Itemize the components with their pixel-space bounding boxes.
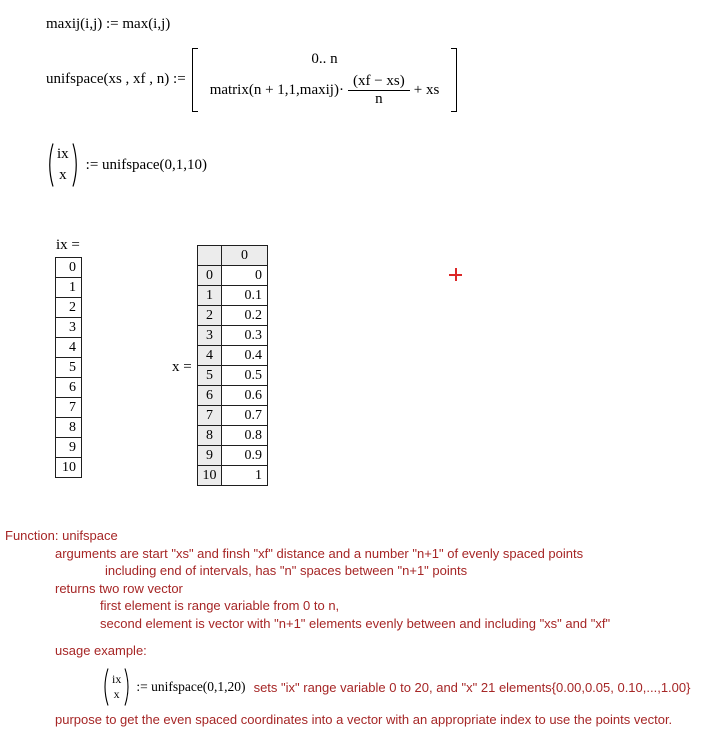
- note-function-title: Function: unifspace: [5, 528, 118, 543]
- x-index-cell: 5: [198, 366, 222, 386]
- ix-table-row: [56, 458, 82, 478]
- usage-vector-element-ix: ix: [112, 672, 122, 686]
- x-table-row: [198, 406, 268, 426]
- fraction: [348, 73, 410, 109]
- matrix-body: [204, 48, 446, 112]
- unifspace-lhs: unifspace(xs , xf , n) :=: [46, 71, 186, 88]
- note-first-element: first element is range variable from 0 to n,: [100, 598, 340, 613]
- ix-table-row: [56, 298, 82, 318]
- x-index-cell: 4: [198, 346, 222, 366]
- x-index-cell: 9: [198, 446, 222, 466]
- x-table-row: [198, 346, 268, 366]
- x-table-row: [198, 326, 268, 346]
- ix-value-cell: 8: [56, 418, 82, 438]
- fraction-denominator: n: [375, 91, 383, 108]
- ix-result-label: ix =: [56, 237, 80, 253]
- x-value-cell: 0.6: [222, 386, 268, 406]
- ix-table-row: [56, 438, 82, 458]
- ix-value-cell: 9: [56, 438, 82, 458]
- note-returns: returns two row vector: [55, 581, 183, 596]
- usage-vector: [101, 667, 132, 707]
- crosshair-cursor-icon: [449, 268, 462, 281]
- x-value-cell: 0.5: [222, 366, 268, 386]
- x-table-row: [198, 366, 268, 386]
- ix-value-cell: 6: [56, 378, 82, 398]
- ix-table-row: [56, 378, 82, 398]
- usage-description: sets "ix" range variable 0 to 20, and "x" 21 elements{0.00,0.05, 0.10,...,1.00}: [253, 679, 691, 695]
- x-index-cell: 8: [198, 426, 222, 446]
- note-purpose: purpose to get the even spaced coordinates into a vector with an appropriate index to use the points vector.: [55, 712, 673, 727]
- math-region-usage-example[interactable]: [101, 667, 690, 707]
- x-value-cell: 0.1: [222, 286, 268, 306]
- x-index-cell: 3: [198, 326, 222, 346]
- x-result-label: x =: [172, 359, 192, 375]
- x-table-row: [198, 446, 268, 466]
- vector-element-ix: ix: [57, 146, 69, 162]
- x-value-cell: 0.3: [222, 326, 268, 346]
- x-value-cell: 0.7: [222, 406, 268, 426]
- vector-element-x: x: [59, 167, 67, 183]
- left-paren-icon: [45, 142, 54, 188]
- x-table-header-row: [198, 246, 268, 266]
- x-value-cell: 0.2: [222, 306, 268, 326]
- x-index-cell: 1: [198, 286, 222, 306]
- matrix-expression-row: [210, 73, 440, 109]
- usage-math-rhs: := unifspace(0,1,20): [136, 679, 246, 694]
- ix-result-table[interactable]: [55, 257, 82, 478]
- x-index-cell: 6: [198, 386, 222, 406]
- ix-value-cell: 5: [56, 358, 82, 378]
- result-vector: [45, 142, 81, 188]
- x-index-cell: 7: [198, 406, 222, 426]
- x-index-cell: 0: [198, 266, 222, 286]
- plus-xs-term: + xs: [413, 82, 440, 99]
- ix-value-cell: 3: [56, 318, 82, 338]
- matrix-right-bracket-icon: [451, 48, 457, 112]
- x-value-cell: 0.9: [222, 446, 268, 466]
- x-value-cell: 0.4: [222, 346, 268, 366]
- ix-value-cell: 0: [56, 258, 82, 278]
- x-result-table[interactable]: [197, 245, 268, 486]
- right-paren-icon: [72, 142, 81, 188]
- math-region-maxij-definition[interactable]: [46, 16, 170, 33]
- left-paren-icon: [101, 667, 109, 707]
- ix-value-cell: 10: [56, 458, 82, 478]
- ix-table-row: [56, 418, 82, 438]
- ix-table-row: [56, 358, 82, 378]
- ix-table-row: [56, 278, 82, 298]
- ix-value-cell: 7: [56, 398, 82, 418]
- ix-table-row: [56, 318, 82, 338]
- x-index-cell: 10: [198, 466, 222, 486]
- x-index-cell: 2: [198, 306, 222, 326]
- right-paren-icon: [124, 667, 132, 707]
- ix-table-row: [56, 338, 82, 358]
- x-table-row: [198, 286, 268, 306]
- ix-value-cell: 2: [56, 298, 82, 318]
- matrix-left-bracket-icon: [192, 48, 198, 112]
- math-region-vector-assignment[interactable]: [45, 142, 207, 188]
- x-table-column-header: 0: [222, 246, 268, 266]
- x-table-row: [198, 386, 268, 406]
- ix-table-row: [56, 398, 82, 418]
- x-table-corner-cell: [198, 246, 222, 266]
- note-arguments: arguments are start "xs" and finsh "xf" distance and a number "n+1" of evenly spaced points: [55, 546, 584, 561]
- ix-table-row: [56, 258, 82, 278]
- note-usage-example-title: usage example:: [55, 643, 147, 658]
- x-table-row: [198, 266, 268, 286]
- note-including: including end of intervals, has "n" spaces between "n+1" points: [105, 563, 468, 578]
- vector-assignment-rhs: := unifspace(0,1,10): [85, 156, 208, 173]
- maxij-definition-expression: maxij(i,j) := max(i,j): [46, 16, 171, 32]
- fraction-numerator: (xf − xs): [348, 73, 410, 91]
- x-value-cell: 0.8: [222, 426, 268, 446]
- range-row: 0.. n: [311, 51, 338, 67]
- ix-value-cell: 1: [56, 278, 82, 298]
- x-value-cell: 0: [222, 266, 268, 286]
- note-second-element: second element is vector with "n+1" elements evenly between and including "xs" and "xf": [100, 616, 611, 631]
- usage-vector-element-x: x: [113, 687, 120, 701]
- x-table-row: [198, 426, 268, 446]
- math-region-unifspace-definition[interactable]: [46, 48, 457, 112]
- x-value-cell: 1: [222, 466, 268, 486]
- matrix-call-expression: matrix(n + 1,1,maxij)·: [209, 82, 344, 99]
- x-table-row: [198, 306, 268, 326]
- ix-value-cell: 4: [56, 338, 82, 358]
- x-table-row: [198, 466, 268, 486]
